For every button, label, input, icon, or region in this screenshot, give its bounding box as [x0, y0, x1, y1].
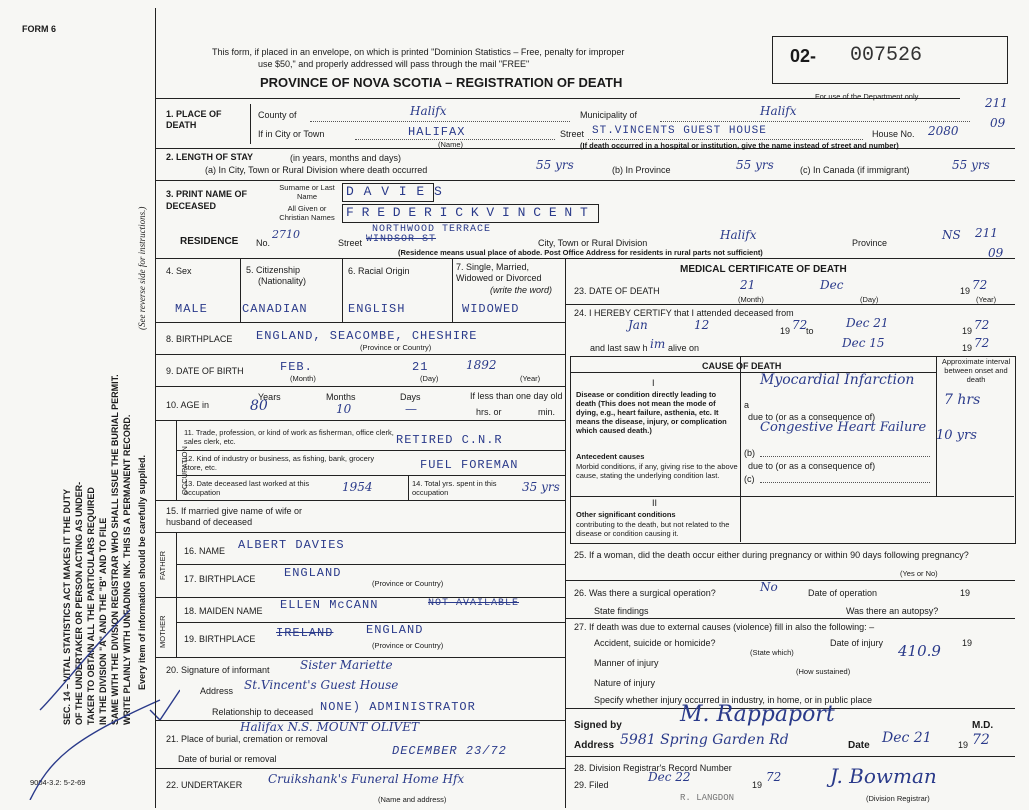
dept-code-3: 211: [975, 226, 998, 240]
registrar-signature: J. Bowman: [830, 764, 937, 788]
dob-month-value: FEB.: [280, 360, 313, 374]
manner-label: Manner of injury: [594, 658, 659, 668]
notice-line-2: use $50," and properly addressed will pass through the mail "FREE": [258, 59, 530, 69]
signed-by-value: M. Rappaport: [680, 702, 835, 727]
municipality-value: Halifx: [760, 104, 797, 118]
mother-maiden-value: ELLEN McCANN: [280, 598, 379, 612]
q27-label: 27. If death was due to external causes (violence) fill in also the following: –: [574, 622, 875, 632]
dob-label: 9. DATE OF BIRTH: [166, 366, 244, 376]
father-name-value: ALBERT DAVIES: [238, 538, 345, 552]
mother-birth-struck: IRELAND: [276, 626, 334, 640]
state-which-label: (State which): [750, 648, 794, 657]
occ11-value: RETIRED C.N.R: [396, 433, 503, 447]
address20-label: Address: [200, 686, 234, 696]
last-saw-year-value: 72: [974, 336, 990, 350]
cause-b-value: Congestive Heart Failure: [760, 420, 927, 435]
dob-day-value: 21: [412, 360, 429, 374]
state-findings-label: State findings: [594, 606, 649, 616]
stay-c-label: (c) In Canada (if immigrant): [800, 165, 910, 175]
city-label: If in City or Town: [258, 129, 325, 139]
statute-line-6: WRITE PLAINLY WITH UNFADING INK. THIS IS A PERMANENT RECORD.: [122, 414, 132, 725]
days-label: Days: [400, 392, 421, 402]
statute-line-2: OF THE UNDERTAKER OR PERSON ACTING AS UNDER-: [74, 481, 84, 725]
date-op-label: Date of operation: [808, 588, 878, 598]
burial-label: 21. Place of burial, cremation or removal: [166, 734, 328, 744]
citizenship-value: CANADIAN: [242, 302, 308, 316]
birthplace-label: 8. BIRTHPLACE: [166, 334, 233, 344]
death-year-value: 72: [972, 278, 988, 292]
med-date-label: Date: [848, 740, 870, 751]
column-divider: [565, 258, 566, 808]
op-19: 19: [960, 588, 971, 598]
from-19: 19: [780, 326, 791, 336]
age-months-value: 10: [336, 402, 352, 416]
registrar-stamp: R. LANGDON: [680, 793, 735, 803]
given-value: F R E D E R I C K V I N C E N T: [346, 205, 588, 220]
surname-value: D A V I E S: [346, 184, 443, 199]
accident-label: Accident, suicide or homicide?: [594, 638, 716, 648]
med-19: 19: [958, 740, 969, 750]
occ13-label: 13. Date deceased last worked at this occupation: [184, 479, 310, 497]
med-date-value: Dec 21: [882, 730, 932, 746]
filed-date-value: Dec 22: [648, 770, 691, 784]
q29-label: 29. Filed: [574, 780, 609, 790]
last-saw-pronoun: im: [650, 337, 666, 351]
birth19-label: 19. BIRTHPLACE: [184, 634, 256, 644]
date-of-death-label: 23. DATE OF DEATH: [574, 286, 660, 296]
birth17-sub: (Province or Country): [372, 579, 444, 588]
q26-label: 26. Was there a surgical operation?: [574, 588, 716, 598]
surname-label: Surname or Last Name: [279, 183, 335, 201]
last-saw-label: and last saw h: [590, 343, 648, 353]
birth17-label: 17. BIRTHPLACE: [184, 574, 256, 584]
how-sustained-label: (How sustained): [796, 667, 851, 676]
code-4109: 410.9: [898, 642, 941, 660]
due-to-c-label: due to (or as a consequence of): [748, 461, 876, 471]
cause-a-value: Myocardial Infarction: [760, 372, 915, 388]
maiden18-label: 18. MAIDEN NAME: [184, 606, 263, 616]
every-item-note: Every item of information should be carefully supplied.: [137, 454, 147, 690]
date-injury-label: Date of injury: [830, 638, 884, 648]
res-street-value: NORTHWOOD TERRACE: [372, 224, 492, 235]
years-label: Years: [258, 392, 281, 402]
death-day-sub: (Day): [860, 295, 879, 304]
due-to-b-label: due to (or as a consequence of): [748, 412, 876, 422]
city-value: HALIFAX: [408, 125, 466, 139]
occ14-label: 14. Total yrs. spent in this occupation: [412, 479, 497, 497]
filed-19: 19: [752, 780, 763, 790]
residence-label: RESIDENCE: [180, 236, 239, 247]
length-of-stay-label: 2. LENGTH OF STAY: [166, 152, 254, 162]
to-label: to: [806, 326, 814, 336]
occ14-value: 35 yrs: [522, 480, 560, 494]
q28-label: 28. Division Registrar's Record Number: [574, 763, 732, 773]
death-month-value: Dec: [820, 278, 844, 292]
med-address-label: Address: [574, 740, 615, 751]
months-label: Months: [326, 392, 356, 402]
res-street-struck: WINDSOR ST: [366, 234, 437, 245]
to-year-value: 72: [974, 318, 990, 332]
county-label: County of: [258, 110, 297, 120]
div-registrar-label: (Division Registrar): [866, 794, 930, 803]
from-month-value: Jan: [628, 318, 648, 332]
stay-a-label: (a) In City, Town or Rural Division where death occurred: [205, 165, 428, 175]
relationship-value: NONE) ADMINISTRATOR: [320, 700, 476, 714]
county-value: Halifx: [410, 104, 447, 118]
municipality-label: Municipality of: [580, 110, 638, 120]
medical-title: MEDICAL CERTIFICATE OF DEATH: [680, 264, 847, 275]
roman-2: II: [652, 498, 658, 508]
cause-b-interval: 10 yrs: [936, 428, 977, 443]
dob-day-sub: (Day): [420, 374, 439, 383]
min-label: min.: [538, 407, 556, 417]
print-code: 9004-3.2: 5-2-69: [30, 778, 86, 787]
write-word-label: (write the word): [490, 285, 553, 295]
line-a-label: a: [744, 400, 750, 410]
mother-birth-value: ENGLAND: [366, 623, 424, 637]
burial-date-value: DECEMBER 23/72: [392, 744, 507, 758]
alive-on-label: alive on: [668, 343, 700, 353]
cause-a-interval: 7 hrs: [944, 392, 981, 408]
med-year-value: 72: [972, 732, 990, 748]
filed-year-value: 72: [766, 770, 782, 784]
marital-value: WIDOWED: [462, 302, 520, 316]
dept-code-4: 09: [988, 246, 1004, 260]
stay-b-value: 55 yrs: [736, 158, 774, 172]
informant-label: 20. Signature of informant: [166, 665, 270, 675]
racial-label: 6. Racial Origin: [348, 266, 410, 276]
last-19: 19: [962, 343, 973, 353]
sex-label: 4. Sex: [166, 266, 192, 276]
city-name-sub: (Name): [438, 140, 464, 149]
dept-use-label: For use of the Department only: [815, 92, 919, 101]
relationship-label: Relationship to deceased: [212, 707, 314, 717]
to-value: Dec 21: [846, 316, 889, 330]
marital-label: 7. Single, Married, Widowed or Divorced: [456, 262, 542, 283]
interval-label: Approximate interval between onset and death: [941, 357, 1011, 384]
stay-a-value: 55 yrs: [536, 158, 574, 172]
birth19-sub: (Province or Country): [372, 641, 444, 650]
dob-year-sub: (Year): [520, 374, 541, 383]
hrs-label: hrs. or: [476, 407, 502, 417]
age-years-value: 80: [250, 398, 268, 414]
street-label: Street: [560, 129, 585, 139]
statute-line-1: SEC. 14 – VITAL STATISTICS ACT MAKES IT THE DUTY: [62, 488, 72, 725]
undertaker-sub: (Name and address): [378, 795, 447, 804]
death-year-sub: (Year): [976, 295, 997, 304]
house-no-value: 2080: [928, 124, 959, 138]
to-19: 19: [962, 326, 973, 336]
res-prov-value: NS: [942, 228, 961, 242]
page-title: PROVINCE OF NOVA SCOTIA – REGISTRATION OF DEATH: [260, 75, 623, 90]
certify-label: 24. I HEREBY CERTIFY that I attended deceased from: [574, 308, 794, 318]
mother-maiden-struck: NOT AVAILABLE: [428, 598, 520, 609]
disease-text: Disease or condition directly leading to death (This does not mean the mode of dying, e.g., heart failure, asthenia, etc. It means the disease, injury, or complication which caused death.): [576, 390, 727, 435]
mother-side-label: MOTHER: [158, 615, 167, 648]
signed-by-label: Signed by: [574, 720, 622, 731]
given-label: All Given or Christian Names: [279, 204, 335, 222]
nature-label: Nature of injury: [594, 678, 656, 688]
md-label: M.D.: [972, 720, 994, 731]
stay-b-label: (b) In Province: [612, 165, 671, 175]
last-saw-date-value: Dec 15: [842, 336, 885, 350]
antecedent-label: Antecedent causes: [576, 452, 645, 461]
occupation-side-label: OCCUPATION: [180, 446, 189, 495]
res-prov-label: Province: [852, 238, 888, 248]
rule-3: [155, 180, 1015, 181]
antecedent-text: Morbid conditions, if any, giving rise to the above cause, stating the underlying condition last.: [576, 462, 738, 480]
yes-no-label: (Yes or No): [900, 569, 938, 578]
father-birth-value: ENGLAND: [284, 566, 342, 580]
occ12-label: 12. Kind of industry or business, as fishing, bank, grocery store, etc.: [184, 454, 375, 472]
undertaker-value: Cruikshank's Funeral Home Hfx: [268, 772, 465, 786]
q25-label: 25. If a woman, did the death occur either during pregnancy or within 90 days following pregnancy?: [574, 550, 969, 560]
other-sig-text: contributing to the death, but not related to the disease or condition causing it.: [576, 520, 730, 538]
birthplace-sub: (Province or Country): [360, 343, 432, 352]
stay-c-value: 55 yrs: [952, 158, 990, 172]
death-month-sub: (Month): [738, 295, 764, 304]
dept-code-1: 211: [985, 96, 1008, 110]
undertaker-label: 22. UNDERTAKER: [166, 780, 243, 790]
brace-1: [250, 104, 251, 144]
res-no-value: 2710: [272, 228, 300, 241]
death-19: 19: [960, 286, 971, 296]
dept-code-2: 09: [990, 116, 1006, 130]
surgical-value: No: [760, 580, 778, 594]
res-city-value: Halifx: [720, 228, 757, 242]
hospital-note: (If death occurred in a hospital or institution, give the name instead of street and number): [580, 141, 899, 150]
reg-number: 007526: [850, 44, 923, 67]
burial-place-value: Halifax N.S. MOUNT OLIVET: [240, 720, 419, 734]
date-burial-label: Date of burial or removal: [178, 754, 277, 764]
name16-label: 16. NAME: [184, 546, 226, 556]
rule-1: [155, 98, 960, 99]
sex-value: MALE: [175, 302, 208, 316]
residence-note: (Residence means usual place of abode. Post Office Address for residents in rural parts not sufficient): [398, 248, 763, 257]
wife-label: 15. If married give name of wife or husband of deceased: [166, 506, 303, 527]
occ12-value: FUEL FOREMAN: [420, 458, 519, 472]
less-day-label: If less than one day old: [470, 391, 563, 401]
age-days-value: —: [405, 402, 417, 416]
occ13-value: 1954: [342, 480, 373, 494]
print-name-label: 3. PRINT NAME OF DECEASED: [166, 189, 248, 211]
citizenship-label: 5. Citizenship: [246, 265, 301, 275]
res-city-label: City, Town or Rural Division: [538, 238, 648, 248]
autopsy-label: Was there an autopsy?: [846, 606, 939, 616]
birthplace-value: ENGLAND, SEACOMBE, CHESHIRE: [256, 329, 478, 343]
dob-month-sub: (Month): [290, 374, 316, 383]
injury-19: 19: [962, 638, 973, 648]
racial-value: ENGLISH: [348, 302, 406, 316]
from-day-value: 12: [694, 318, 710, 332]
stay-units: (in years, months and days): [290, 153, 402, 163]
res-no-label: No.: [256, 238, 271, 248]
death-day-value: 21: [740, 278, 756, 292]
informant-address-value: St.Vincent's Guest House: [244, 678, 399, 692]
rule-4: [155, 258, 1015, 259]
form-label: FORM 6: [22, 24, 57, 34]
notice-line-1: This form, if placed in an envelope, on which is printed "Dominion Statistics – Free, penalty for improper: [212, 47, 625, 57]
roman-1: I: [652, 378, 655, 388]
from-year-value: 72: [792, 318, 808, 332]
statute-line-5: SAME WITH THE DIVISION REGISTRAR WHO SHALL ISSUE THE BURIAL PERMIT.: [110, 374, 120, 725]
nationality-label: (Nationality): [258, 276, 307, 286]
statute-line-3: TAKER TO OBTAIN ALL THE PARTICULARS REQUIRED: [86, 487, 96, 725]
place-of-death-label: 1. PLACE OF DEATH: [166, 109, 222, 130]
frame-left: [155, 8, 156, 808]
age-label: 10. AGE in: [166, 400, 210, 410]
line-c-label: (c): [744, 474, 755, 484]
informant-value: Sister Mariette: [300, 658, 393, 672]
res-street-label: Street: [338, 238, 363, 248]
cause-title: CAUSE OF DEATH: [702, 361, 782, 371]
reg-prefix: 02-: [790, 46, 817, 66]
med-address-value: 5981 Spring Garden Rd: [620, 732, 789, 748]
line-b-label: (b): [744, 448, 755, 458]
house-no-label: House No.: [872, 129, 915, 139]
instructions-note: (See reverse side for instructions.): [137, 206, 147, 330]
statute-line-4: IN THE DIVISION "A" AND THE "B" AND TO FILE: [98, 517, 108, 725]
father-side-label: FATHER: [158, 550, 167, 580]
street-value: ST.VINCENTS GUEST HOUSE: [592, 125, 767, 137]
specify-label: Specify whether injury occurred in industry, in home, or in public place: [594, 695, 872, 705]
other-sig-label: Other significant conditions: [576, 510, 676, 519]
occ11-label: 11. Trade, profession, or kind of work as fisherman, office clerk, sales clerk, etc.: [184, 428, 394, 446]
dob-year-value: 1892: [466, 358, 497, 372]
